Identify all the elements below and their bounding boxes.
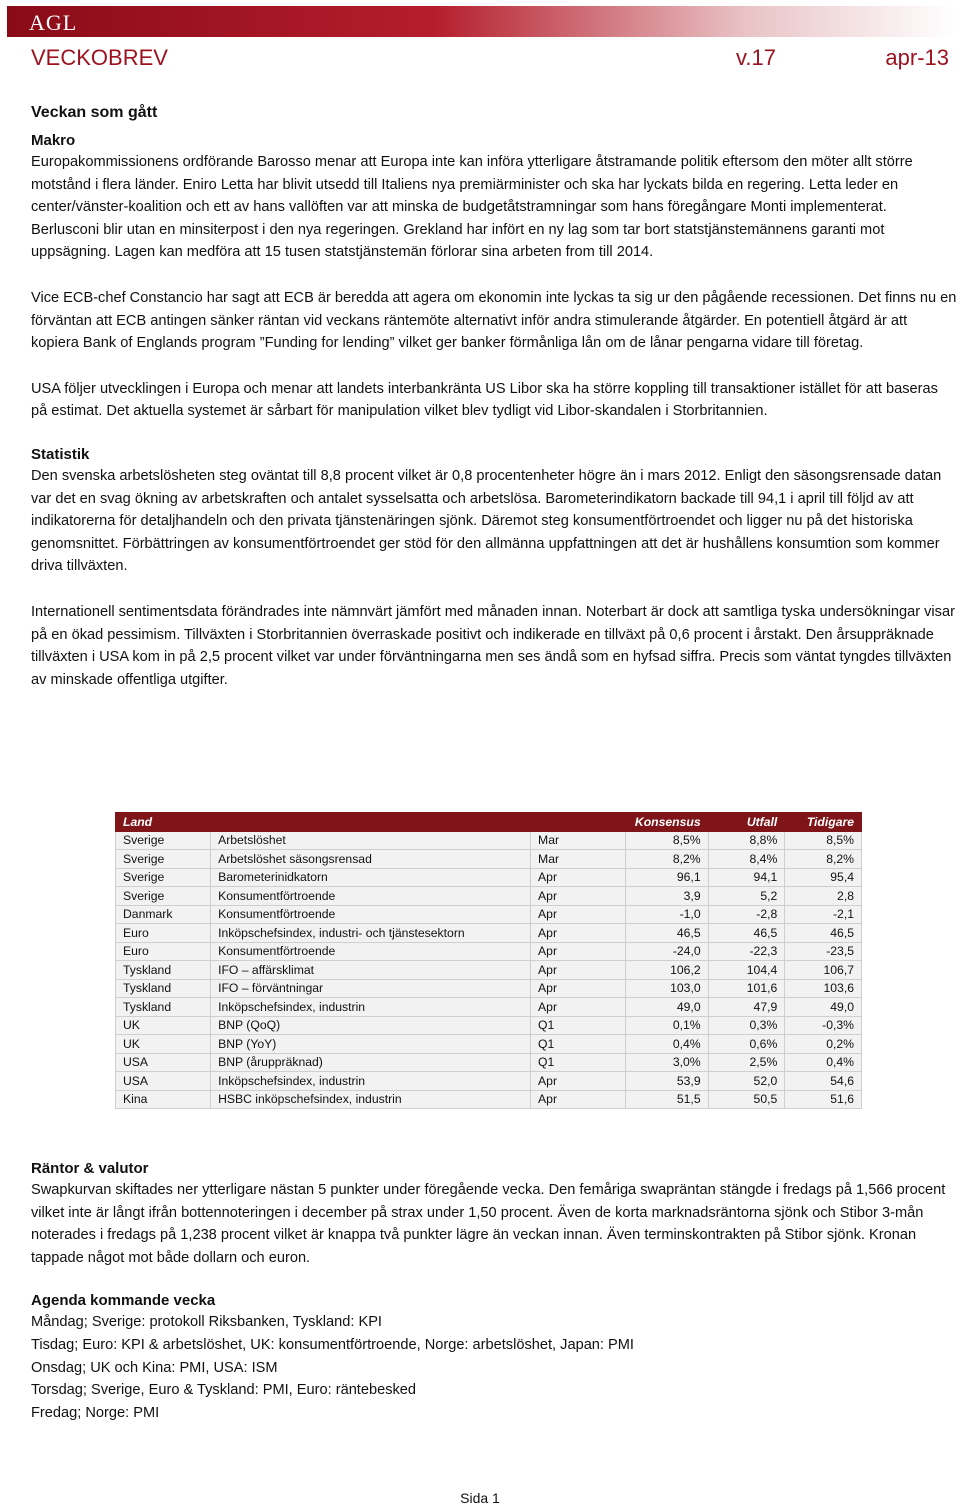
cell-konsensus: 8,5% (626, 831, 709, 850)
cell-indicator: Arbetslöshet (211, 831, 531, 850)
cell-land: Sverige (116, 831, 211, 850)
table-row (116, 1090, 862, 1109)
section-heading-week: Veckan som gått (31, 104, 158, 121)
cell-utfall: 8,4% (708, 850, 785, 869)
agenda-list (31, 1311, 957, 1424)
agenda-item: Onsdag; UK och Kina: PMI, USA: ISM (31, 1359, 278, 1376)
table-row (116, 831, 862, 850)
cell-utfall: -22,3 (708, 942, 785, 961)
cell-tidigare: -2,1 (785, 905, 862, 924)
cell-land: Kina (116, 1090, 211, 1109)
lower-content (31, 1160, 957, 1424)
cell-land: UK (116, 1035, 211, 1054)
cell-konsensus: 3,0% (626, 1053, 709, 1072)
cell-utfall: 2,5% (708, 1053, 785, 1072)
table-row (116, 979, 862, 998)
cell-tidigare: 0,2% (785, 1035, 862, 1054)
cell-utfall: 104,4 (708, 961, 785, 980)
cell-tidigare: 0,4% (785, 1053, 862, 1072)
cell-tidigare: 106,7 (785, 961, 862, 980)
table-row (116, 924, 862, 943)
cell-indicator: BNP (QoQ) (211, 1016, 531, 1035)
cell-tidigare: 2,8 (785, 887, 862, 906)
makro-paragraph-2: Vice ECB-chef Constancio har sagt att ECB är beredda att agera om ekonomin inte lyckas ta sig ur den pågående recessionen. Det finns nu en förväntan att ECB antingen sänker räntan vid veckans räntemöte alternativt inför andra stimulerande åtgärder. En potentiell åtgärd är att kopiera Bank of Englands program ”Funding for lending” vilket ger banker förmånliga lån om de lånar pengarna vidare till företag. (31, 289, 957, 352)
cell-konsensus: 106,2 (626, 961, 709, 980)
table-header-row (116, 813, 862, 832)
cell-indicator: Inköpschefsindex, industrin (211, 1072, 531, 1091)
issue-date: apr-13 (885, 45, 949, 70)
cell-period: Apr (531, 924, 626, 943)
cell-period: Apr (531, 1090, 626, 1109)
cell-indicator: Konsumentförtroende (211, 942, 531, 961)
cell-konsensus: -1,0 (626, 905, 709, 924)
cell-period: Apr (531, 942, 626, 961)
cell-period: Q1 (531, 1016, 626, 1035)
cell-period: Q1 (531, 1053, 626, 1072)
cell-tidigare: 49,0 (785, 998, 862, 1017)
cell-utfall: -2,8 (708, 905, 785, 924)
cell-konsensus: 3,9 (626, 887, 709, 906)
cell-konsensus: -24,0 (626, 942, 709, 961)
cell-utfall: 94,1 (708, 868, 785, 887)
table-row (116, 887, 862, 906)
newsletter-title: VECKOBREV (31, 45, 168, 70)
cell-land: Sverige (116, 868, 211, 887)
cell-utfall: 46,5 (708, 924, 785, 943)
header-utfall: Utfall (708, 813, 785, 832)
header-konsensus: Konsensus (626, 813, 709, 832)
cell-konsensus: 53,9 (626, 1072, 709, 1091)
cell-indicator: Konsumentförtroende (211, 905, 531, 924)
cell-konsensus: 49,0 (626, 998, 709, 1017)
cell-tidigare: 103,6 (785, 979, 862, 998)
cell-indicator: BNP (åruppräknad) (211, 1053, 531, 1072)
makro-paragraph-1: Europakommissionens ordförande Barosso menar att Europa inte kan införa ytterligare åtstramande politik eftersom den möter allt större motstånd i flera länder. Eniro Letta har blivit utsedd till Italiens nya premiärminister och ska har lyckats bilda en regering. Letta leder en center/vänster-koalition och ett av hans vallöften var att minska de budgetåtstramningar som hans föregångare Monti implementerat. Berlusconi blir utan en minsiterpost i den nya regeringen. Grekland har infört en ny lag som tar bort statstjänstemännens garanti mot uppsägning. Lagen kan medföra att 15 tusen statstjänstemän förlorar sina arbeten from till 2014. (31, 154, 913, 261)
cell-konsensus: 46,5 (626, 924, 709, 943)
cell-land: Euro (116, 942, 211, 961)
agl-logo: AGL (29, 10, 78, 35)
cell-indicator: BNP (YoY) (211, 1035, 531, 1054)
rantor-heading: Räntor & valutor (31, 1160, 149, 1177)
cell-indicator: HSBC inköpschefsindex, industrin (211, 1090, 531, 1109)
cell-land: Tyskland (116, 979, 211, 998)
statistik-paragraph-2: Internationell sentimentsdata förändrades inte nämnvärt jämfört med månaden innan. Noterbart är dock att samtliga tyska undersökningar visar på en ökad pessimism. Tillväxten i Storbritannien överraskade positivt och indikerade en tillväxt på 0,6 procent i årstakt. Den årsuppräknade tillväxten i USA kom in på 2,5 procent vilket var under förväntningarna men ses ändå som en hyfsad siffra. Precis som väntat tyngdes tillväxten av minskade offentliga utgifter. (31, 603, 955, 688)
cell-land: Tyskland (116, 961, 211, 980)
cell-utfall: 101,6 (708, 979, 785, 998)
table-row (116, 1072, 862, 1091)
header-indicator (211, 813, 531, 832)
agenda-item: Måndag; Sverige: protokoll Riksbanken, Tyskland: KPI (31, 1314, 382, 1331)
cell-period: Apr (531, 961, 626, 980)
agenda-item: Tisdag; Euro: KPI & arbetslöshet, UK: konsumentförtroende, Norge: arbetslöshet, Japan: PMI (31, 1336, 634, 1353)
makro-paragraph-3: USA följer utvecklingen i Europa och menar att landets interbankränta US Libor ska ha större koppling till transaktioner istället för att baseras på estimat. Det aktuella systemet är sårbart för manipulation vilket blev tydligt vid Libor-skandalen i Storbritannien. (31, 380, 938, 420)
cell-tidigare: -23,5 (785, 942, 862, 961)
cell-utfall: 47,9 (708, 998, 785, 1017)
cell-tidigare: 95,4 (785, 868, 862, 887)
table-row (116, 998, 862, 1017)
table-row (116, 868, 862, 887)
cell-utfall: 50,5 (708, 1090, 785, 1109)
cell-tidigare: 8,2% (785, 850, 862, 869)
cell-tidigare: 54,6 (785, 1072, 862, 1091)
cell-utfall: 8,8% (708, 831, 785, 850)
table-row (116, 942, 862, 961)
main-content (31, 104, 957, 714)
rantor-paragraph: Swapkurvan skiftades ner ytterligare nästan 5 punkter under föregående vecka. Den femåriga swapräntan stängde i fredags på 1,566 procent vilket inte är långt ifrån bottennoteringen i december på strax under 1,50 procent. Även de korta marknadsräntorna sjönk och Stibor 3-mån noterades i fredags på 1,238 procent vilket är knappa två punkter lägre än veckan innan. Även terminskontrakten på Stibor sjönk. Kronan tappade något mot både dollarn och euron. (31, 1182, 946, 1266)
cell-tidigare: 46,5 (785, 924, 862, 943)
cell-period: Apr (531, 1072, 626, 1091)
table-row (116, 961, 862, 980)
makro-heading: Makro (31, 132, 76, 149)
table-row (116, 850, 862, 869)
cell-konsensus: 8,2% (626, 850, 709, 869)
cell-utfall: 0,3% (708, 1016, 785, 1035)
table-row (116, 1053, 862, 1072)
statistik-paragraph-1: Den svenska arbetslösheten steg oväntat till 8,8 procent vilket är 0,8 procentenheter högre än i mars 2012. Enligt den säsongsrensade datan var det en svag ökning av arbetskraften och antalet sysselsatta och arbetslösa. Barometerindikatorn backade till 94,1 i april till följd av att indikatorerna för detaljhandeln och den privata tjänstenäringen sjönk. Däremot steg konsumentförtroendet och ligger nu på det historiska genomsnittet. Förbättringen av konsumentförtroendet ger stöd för den allmänna uppfattningen att det är hushållens konsumtion som kommer driva tillväxten. (31, 467, 942, 575)
cell-tidigare: 51,6 (785, 1090, 862, 1109)
cell-period: Apr (531, 868, 626, 887)
table-row (116, 1016, 862, 1035)
cell-land: Euro (116, 924, 211, 943)
table-row (116, 905, 862, 924)
cell-indicator: Arbetslöshet säsongsrensad (211, 850, 531, 869)
cell-indicator: Inköpschefsindex, industri- och tjänstesektorn (211, 924, 531, 943)
cell-land: Sverige (116, 850, 211, 869)
cell-konsensus: 0,4% (626, 1035, 709, 1054)
cell-indicator: IFO – förväntningar (211, 979, 531, 998)
cell-konsensus: 103,0 (626, 979, 709, 998)
table-body (116, 831, 862, 1109)
cell-konsensus: 96,1 (626, 868, 709, 887)
cell-konsensus: 0,1% (626, 1016, 709, 1035)
cell-period: Apr (531, 887, 626, 906)
cell-tidigare: 8,5% (785, 831, 862, 850)
agenda-item: Torsdag; Sverige, Euro & Tyskland: PMI, Euro: räntebesked (31, 1382, 417, 1399)
agenda-heading: Agenda kommande vecka (31, 1292, 216, 1310)
cell-period: Q1 (531, 1035, 626, 1054)
title-row (31, 45, 949, 75)
cell-utfall: 52,0 (708, 1072, 785, 1091)
header-land: Land (116, 813, 211, 832)
cell-land: UK (116, 1016, 211, 1035)
cell-period: Apr (531, 998, 626, 1017)
cell-period: Apr (531, 905, 626, 924)
cell-period: Mar (531, 831, 626, 850)
cell-land: USA (116, 1072, 211, 1091)
header-tidigare: Tidigare (785, 813, 862, 832)
cell-indicator: IFO – affärsklimat (211, 961, 531, 980)
brand-bar (7, 6, 955, 37)
statistics-table (115, 812, 862, 1109)
cell-land: Tyskland (116, 998, 211, 1017)
cell-tidigare: -0,3% (785, 1016, 862, 1035)
cell-land: Danmark (116, 905, 211, 924)
cell-utfall: 5,2 (708, 887, 785, 906)
agenda-item: Fredag; Norge: PMI (31, 1404, 160, 1421)
week-number: v.17 (736, 45, 776, 70)
table-row (116, 1035, 862, 1054)
statistik-heading: Statistik (31, 445, 90, 463)
cell-indicator: Inköpschefsindex, industrin (211, 998, 531, 1017)
cell-period: Apr (531, 979, 626, 998)
cell-period: Mar (531, 850, 626, 869)
cell-land: USA (116, 1053, 211, 1072)
cell-indicator: Konsumentförtroende (211, 887, 531, 906)
page-number: Sida 1 (460, 1490, 500, 1506)
cell-land: Sverige (116, 887, 211, 906)
cell-indicator: Barometerinidkatorn (211, 868, 531, 887)
cell-utfall: 0,6% (708, 1035, 785, 1054)
cell-konsensus: 51,5 (626, 1090, 709, 1109)
header-period (531, 813, 626, 832)
